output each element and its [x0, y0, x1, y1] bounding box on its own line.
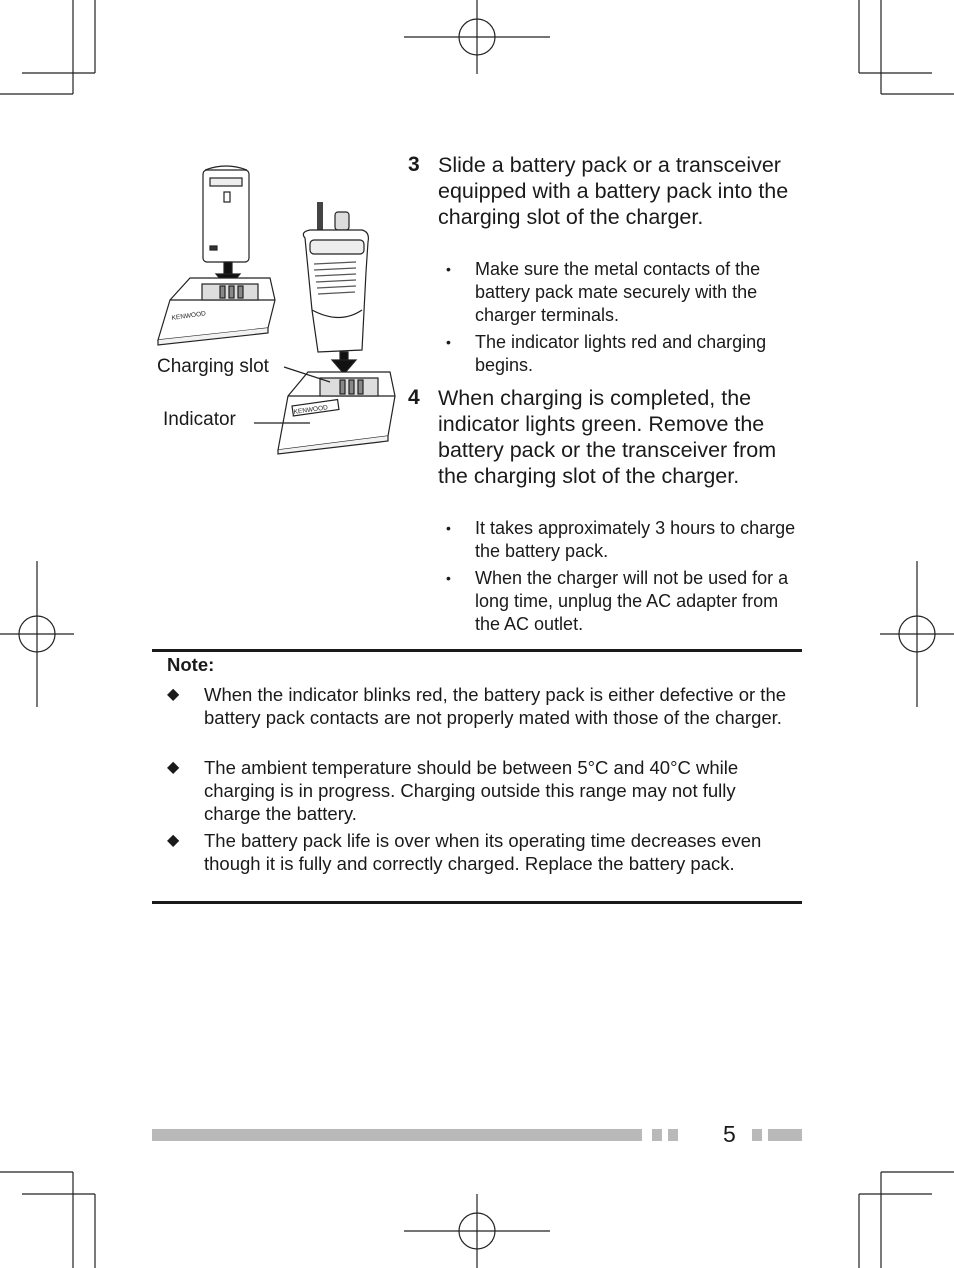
footer-bar-segment	[668, 1129, 678, 1141]
arrow-down-icon	[332, 352, 356, 374]
note-item-text: When the indicator blinks red, the battery pack is either defective or the battery pack contacts are not properly mated with those of the charger.	[204, 684, 787, 728]
brand-text: KENWOOD	[171, 310, 207, 322]
bullet-icon: •	[446, 261, 451, 277]
diamond-icon: ◆	[167, 832, 180, 849]
step-4	[408, 385, 808, 640]
note-bottom-rule	[152, 901, 802, 904]
battery-pack-drawing	[203, 166, 249, 262]
transceiver-drawing	[303, 202, 368, 352]
bullet-icon: •	[446, 334, 451, 350]
bullet-text: When the charger will not be used for a long time, unplug the AC adapter from the AC outlet.	[475, 568, 789, 634]
brand-text: KENWOOD	[293, 404, 329, 416]
footer-bar-segment	[752, 1129, 762, 1141]
diamond-icon: ◆	[167, 686, 180, 703]
note-item-text: The battery pack life is over when its operating time decreases even though it is fully and correctly charged. Replace the battery pack.	[204, 830, 762, 874]
diamond-icon: ◆	[167, 759, 180, 776]
page-number: 5	[723, 1121, 736, 1147]
bullet-text: Make sure the metal contacts of the battery pack mate securely with the charger terminals.	[475, 259, 761, 325]
footer-bar-end	[768, 1129, 802, 1141]
charger-drawing	[278, 372, 395, 454]
footer-bar-segment	[652, 1129, 662, 1141]
step-number: 4	[408, 386, 420, 409]
step-text: Slide a battery pack or a transceiver equipped with a battery pack into the charging slot of the charger.	[438, 153, 789, 229]
note-item-text: The ambient temperature should be between 5°C and 40°C while charging is in progress. Charging outside this range may not fully charge the battery.	[204, 757, 739, 824]
step-number: 3	[408, 153, 420, 176]
bullet-icon: •	[446, 520, 451, 536]
footer-bar	[152, 1129, 642, 1141]
charger-drawing	[158, 278, 275, 345]
label-indicator: Indicator	[163, 409, 236, 430]
note-top-rule	[152, 649, 802, 652]
bullet-icon: •	[446, 570, 451, 586]
note-title: Note:	[167, 654, 215, 675]
bullet-text: The indicator lights red and charging begins.	[475, 332, 767, 375]
step-text: When charging is completed, the indicator lights green. Remove the battery pack or the transceiver from the charging slot of the charger.	[438, 386, 777, 488]
label-charging-slot: Charging slot	[157, 356, 269, 377]
step-3	[408, 152, 808, 382]
bullet-text: It takes approximately 3 hours to charge the battery pack.	[475, 518, 796, 561]
